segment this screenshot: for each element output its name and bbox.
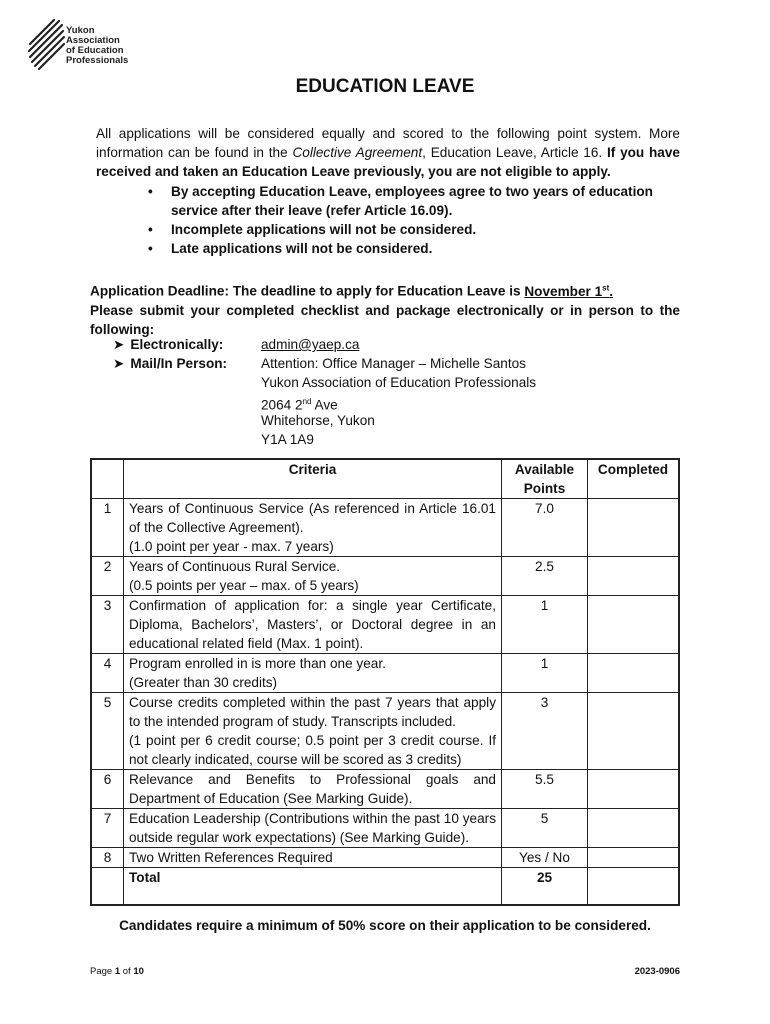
page-of: of <box>120 966 134 977</box>
row-points: 5.5 <box>502 770 588 809</box>
row-criteria: Two Written References Required <box>124 848 502 868</box>
row-points: 3 <box>502 693 588 770</box>
row-number: 7 <box>91 809 124 848</box>
row-points: 7.0 <box>502 499 588 557</box>
intro-paragraph <box>96 124 680 181</box>
row-criteria: Relevance and Benefits to Professional goals and Department of Education (See Marking Guide). <box>124 770 502 809</box>
intro-text-tail: , Education Leave, Article 16. <box>422 145 607 160</box>
row-points: 5 <box>502 809 588 848</box>
header-number <box>91 459 124 499</box>
row-criteria: Years of Continuous Rural Service. (0.5 points per year – max. of 5 years) <box>124 557 502 596</box>
header-points: Available Points <box>502 459 588 499</box>
list-item: • By accepting Education Leave, employees agree to two years of education service after their leave (refer Article 16.09). <box>146 182 682 220</box>
yaep-logo <box>26 14 136 78</box>
row-completed[interactable] <box>588 499 680 557</box>
submit-instructions: Please submit your completed checklist and package electronically or in person to the following: <box>90 302 680 337</box>
criteria-rows <box>91 499 679 868</box>
street-number: 2064 2 <box>261 397 303 413</box>
deadline-text: Application Deadline: The deadline to apply for Education Leave is <box>90 283 525 299</box>
row-completed[interactable] <box>588 848 680 868</box>
list-item: • Incomplete applications will not be considered. <box>146 220 682 239</box>
total-completed-cell <box>588 868 680 906</box>
row-number: 5 <box>91 693 124 770</box>
page-total: 10 <box>133 966 144 977</box>
logo-line: of Education <box>66 45 124 56</box>
table-header-row <box>91 459 679 499</box>
mail-label-text: Mail/In Person: <box>130 356 228 371</box>
row-number: 6 <box>91 770 124 809</box>
row-points: 1 <box>502 596 588 654</box>
row-completed[interactable] <box>588 770 680 809</box>
deadline-period: . <box>609 283 614 299</box>
row-criteria: Years of Continuous Service (As referenced in Article 16.01 of the Collective Agreement). (1.0 point per year - max. 7 years) <box>124 499 502 557</box>
row-number: 2 <box>91 557 124 596</box>
table-row <box>91 809 679 848</box>
arrow-bullet-icon: ➤ <box>113 337 125 352</box>
org-line: Yukon Association of Education Professionals <box>261 375 537 390</box>
arrow-bullet-icon: ➤ <box>113 356 125 371</box>
row-completed[interactable] <box>588 693 680 770</box>
intro-text: All applications will be considered equally and scored to the following point system. More information can be found in the <box>96 126 680 160</box>
conditions-list <box>146 182 682 258</box>
criteria-table <box>90 458 680 906</box>
list-item: • Late applications will not be considered. <box>146 239 682 258</box>
minimum-score-note: Candidates require a minimum of 50% score on their application to be considered. <box>119 918 651 933</box>
logo-line: Professionals <box>66 55 129 66</box>
document-code: 2023-0906 <box>634 966 680 977</box>
row-points: Yes / No <box>502 848 588 868</box>
row-criteria: Course credits completed within the past 7 years that apply to the intended program of study. Transcripts included. (1 point per 6 credit course; 0.5 point per 3 credit course. If not clearly indicated, course will be scored as 3 credits) <box>124 693 502 770</box>
row-criteria: Education Leadership (Contributions within the past 10 years outside regular work expectations) (See Marking Guide). <box>124 809 502 848</box>
deadline-date <box>524 284 613 299</box>
total-number-cell <box>91 868 124 906</box>
intro-italic-ref: Collective Agreement <box>292 145 423 160</box>
table-row <box>91 596 679 654</box>
row-points: 1 <box>502 654 588 693</box>
row-number: 1 <box>91 499 124 557</box>
row-completed[interactable] <box>588 809 680 848</box>
table-row <box>91 557 679 596</box>
mail-label <box>113 354 227 373</box>
yaep-logo-mark-icon <box>26 14 66 72</box>
header-criteria: Criteria <box>124 459 502 499</box>
total-label: Total <box>124 868 502 906</box>
logo-line: Yukon <box>66 25 95 36</box>
table-row <box>91 499 679 557</box>
page-prefix: Page <box>90 966 115 977</box>
logo-wordmark <box>66 26 128 66</box>
row-number: 4 <box>91 654 124 693</box>
table-row <box>91 848 679 868</box>
logo-line: Association <box>66 35 120 46</box>
city-line: Whitehorse, Yukon <box>261 413 375 428</box>
row-completed[interactable] <box>588 596 680 654</box>
electronic-label-text: Electronically: <box>130 337 224 352</box>
row-completed[interactable] <box>588 557 680 596</box>
deadline-line <box>90 278 680 301</box>
email-link[interactable]: admin@yaep.ca <box>261 337 360 352</box>
table-row <box>91 654 679 693</box>
table-row <box>91 770 679 809</box>
table-row <box>91 693 679 770</box>
row-points: 2.5 <box>502 557 588 596</box>
street-name: Ave <box>311 397 338 413</box>
deadline-section <box>90 278 680 339</box>
page-current: 1 <box>114 966 121 977</box>
header-completed: Completed <box>588 459 680 499</box>
row-number: 8 <box>91 848 124 868</box>
deadline-date-text: November 1 <box>524 283 603 299</box>
electronic-label <box>113 335 223 354</box>
total-points: 25 <box>502 868 588 906</box>
total-row <box>91 868 679 906</box>
deadline-date-suffix: st <box>602 283 610 292</box>
page-number <box>90 966 144 977</box>
row-number: 3 <box>91 596 124 654</box>
row-criteria: Confirmation of application for: a single year Certificate, Diploma, Bachelors’, Masters’, or Doctoral degree in an educational related field (Max. 1 point). <box>124 596 502 654</box>
page-title: EDUCATION LEAVE <box>295 76 475 97</box>
intro-eligibility-note: If you have received and taken an Education Leave previously, you are not eligible to apply. <box>96 145 680 179</box>
postal-line: Y1A 1A9 <box>261 432 314 447</box>
street-suffix: nd <box>302 397 312 406</box>
attention-line: Attention: Office Manager – Michelle Santos <box>261 356 526 371</box>
row-criteria: Program enrolled in is more than one year. (Greater than 30 credits) <box>124 654 502 693</box>
row-completed[interactable] <box>588 654 680 693</box>
